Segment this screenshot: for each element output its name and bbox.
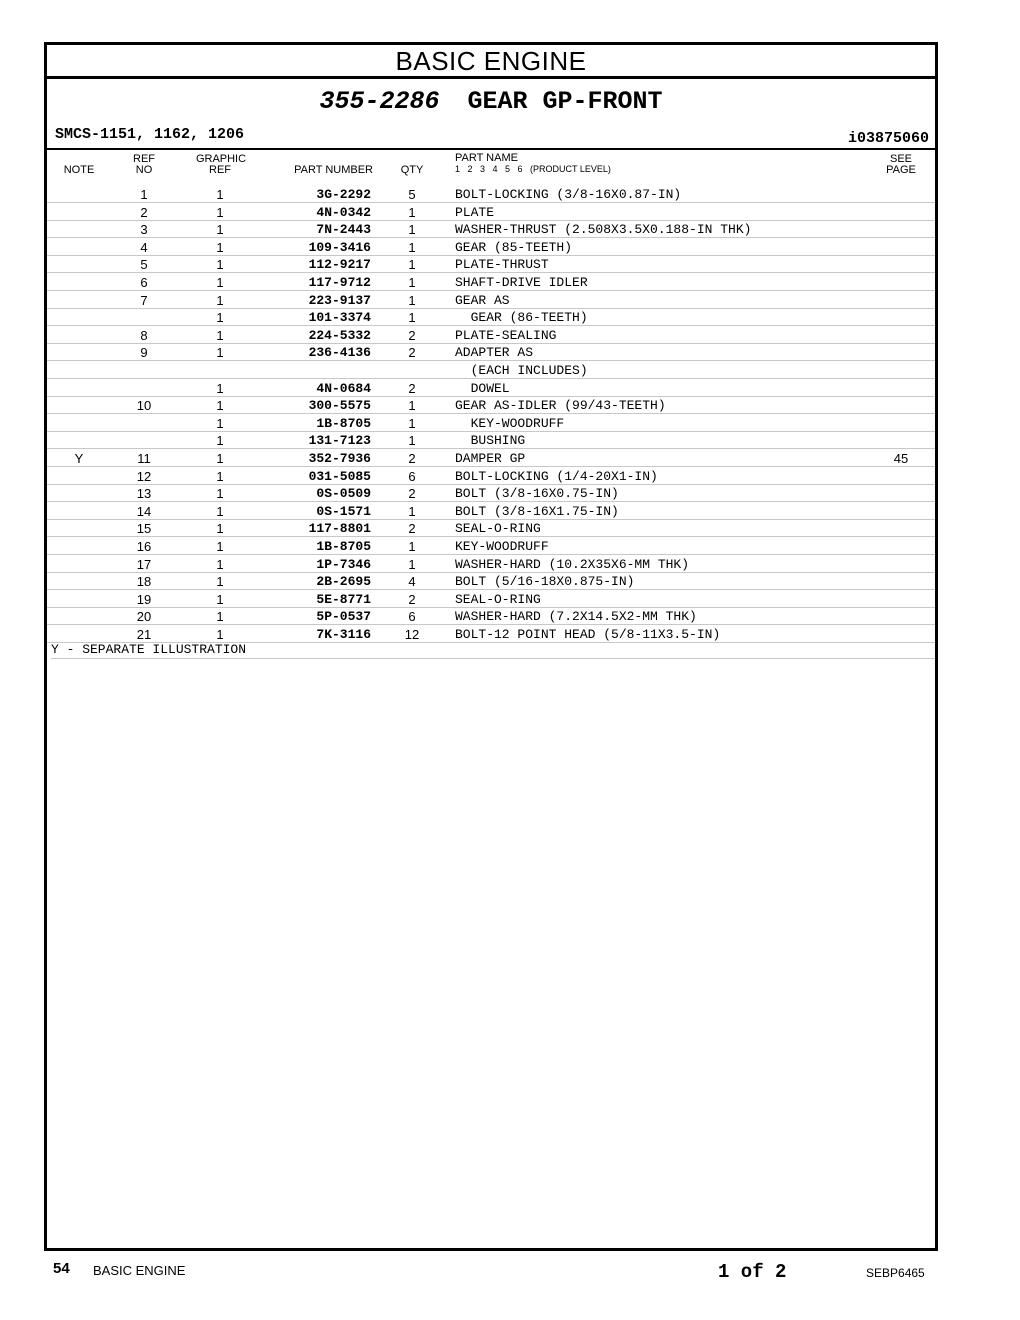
qty-cell: 2	[408, 486, 416, 502]
qty-cell: 2	[408, 451, 416, 466]
qty-cell: 1	[408, 239, 416, 255]
part-number-cell: 4N-0684	[316, 380, 371, 396]
table-row	[47, 361, 935, 379]
part-name-cell: BOLT (5/16-18X0.875-IN)	[455, 574, 635, 590]
table-row	[47, 343, 935, 361]
table-row	[47, 572, 935, 590]
graphic-ref-cell: 1	[216, 275, 224, 290]
ref-no-cell: 17	[136, 556, 152, 572]
table-row	[47, 590, 935, 608]
qty-cell: 1	[408, 433, 416, 449]
graphic-ref-cell: 1	[216, 327, 224, 343]
part-name-cell: SEAL-O-RING	[455, 521, 541, 537]
part-name-cell: BOLT-LOCKING (3/8-16X0.87-IN)	[455, 187, 682, 202]
ref-no-cell: 1	[140, 187, 148, 202]
ref-no-cell: 12	[136, 468, 152, 484]
part-number-cell: 223-9137	[308, 292, 371, 308]
ref-no-cell: 10	[136, 398, 152, 414]
footnote: Y - SEPARATE ILLUSTRATION	[51, 641, 935, 659]
header-see-bottom: PAGE	[886, 164, 916, 176]
graphic-ref-cell: 1	[216, 591, 224, 607]
qty-cell: 6	[408, 609, 416, 625]
note-cell: Y	[74, 451, 84, 466]
section-title: BASIC ENGINE	[47, 45, 935, 79]
group-number: 355-2286	[319, 87, 440, 116]
header-graphic-bottom: REF	[209, 164, 231, 176]
ref-no-cell: 3	[140, 222, 148, 238]
ref-no-cell: 7	[140, 292, 148, 308]
part-name-cell: WASHER-HARD (10.2X35X6-MM THK)	[455, 556, 690, 572]
table-row	[47, 220, 935, 238]
graphic-ref-cell: 1	[216, 398, 224, 414]
part-number-cell: 2B-2695	[316, 574, 371, 590]
header-part-name: PART NAME	[455, 152, 518, 164]
qty-cell: 5	[408, 187, 416, 202]
graphic-ref-cell: 1	[216, 380, 224, 396]
table-row	[47, 414, 935, 432]
part-name-cell: BOLT-LOCKING (1/4-20X1-IN)	[455, 468, 658, 484]
ref-no-cell: 11	[137, 451, 151, 466]
illustration-id: i03875060	[847, 130, 929, 147]
part-number-cell: 112-9217	[308, 257, 371, 273]
header-part-number: PART NUMBER	[294, 164, 373, 176]
graphic-ref-cell: 1	[216, 187, 224, 202]
table-row	[47, 537, 935, 555]
header-ref-bottom: NO	[135, 164, 153, 176]
ref-no-cell: 4	[140, 239, 148, 255]
table-row	[47, 519, 935, 537]
ref-no-cell: 20	[136, 609, 152, 625]
table-row	[47, 291, 935, 309]
table-row	[47, 467, 935, 485]
part-name-cell: GEAR (86-TEETH)	[455, 310, 588, 326]
table-row	[47, 308, 935, 326]
part-name-cell: SEAL-O-RING	[455, 591, 541, 607]
part-name-cell: BUSHING	[455, 433, 526, 449]
part-name-cell: GEAR (85-TEETH)	[455, 239, 573, 255]
part-name-cell: DAMPER GP	[455, 451, 526, 466]
table-row	[47, 273, 935, 291]
table-row	[47, 203, 935, 221]
ref-no-cell: 16	[136, 539, 152, 554]
graphic-ref-cell: 1	[216, 204, 224, 220]
part-number-cell: 131-7123	[308, 433, 371, 449]
part-name-cell: PLATE-SEALING	[455, 327, 557, 343]
part-name-cell: GEAR AS	[455, 292, 510, 308]
graphic-ref-cell: 1	[216, 310, 224, 326]
graphic-ref-cell: 1	[216, 257, 224, 273]
qty-cell: 2	[408, 345, 416, 361]
qty-cell: 1	[408, 292, 416, 308]
graphic-ref-cell: 1	[216, 609, 224, 625]
part-number-cell: 1B-8705	[316, 415, 371, 431]
part-name-cell: WASHER-HARD (7.2X14.5X2-MM THK)	[455, 609, 697, 625]
part-name-cell: BOLT (3/8-16X0.75-IN)	[455, 486, 619, 502]
footer-page-number: 54	[53, 1260, 70, 1277]
table-row	[47, 396, 935, 414]
ref-no-cell: 14	[136, 503, 152, 519]
table-row	[47, 379, 935, 397]
header-qty: QTY	[400, 164, 424, 176]
page-frame	[44, 42, 938, 1251]
part-number-cell: 117-9712	[308, 275, 371, 290]
part-number-cell: 7K-3116	[316, 627, 371, 642]
graphic-ref-cell: 1	[216, 292, 224, 308]
footer-sheet: 1 of 2	[718, 1261, 787, 1283]
table-row	[47, 555, 935, 573]
part-number-cell: 117-8801	[308, 521, 371, 537]
qty-cell: 1	[408, 539, 416, 554]
header-note: NOTE	[63, 164, 95, 176]
header-rule	[47, 148, 935, 150]
part-number-cell: 0S-1571	[316, 503, 371, 519]
group-title	[47, 87, 935, 116]
part-number-cell: 300-5575	[308, 398, 371, 414]
table-row	[47, 607, 935, 625]
graphic-ref-cell: 1	[216, 503, 224, 519]
part-number-cell: 236-4136	[308, 345, 371, 361]
graphic-ref-cell: 1	[216, 239, 224, 255]
table-row	[47, 484, 935, 502]
part-number-cell: 1B-8705	[316, 539, 371, 554]
part-name-cell: BOLT-12 POINT HEAD (5/8-11X3.5-IN)	[455, 627, 721, 642]
part-number-cell: 0S-0509	[316, 486, 371, 502]
part-name-cell: BOLT (3/8-16X1.75-IN)	[455, 503, 619, 519]
part-name-cell: PLATE-THRUST	[455, 257, 549, 273]
header-product-level: 1 2 3 4 5 6 (PRODUCT LEVEL)	[455, 164, 611, 174]
graphic-ref-cell: 1	[216, 345, 224, 361]
qty-cell: 12	[404, 627, 420, 642]
qty-cell: 1	[408, 204, 416, 220]
smcs-codes: SMCS-1151, 1162, 1206	[55, 126, 245, 143]
qty-cell: 1	[408, 257, 416, 273]
part-name-cell: DOWEL	[455, 380, 510, 396]
graphic-ref-cell: 1	[216, 415, 224, 431]
part-number-cell: 352-7936	[308, 451, 371, 466]
part-name-cell: (EACH INCLUDES)	[455, 363, 588, 378]
qty-cell: 4	[408, 574, 416, 590]
see-page-cell: 45	[893, 451, 909, 466]
graphic-ref-cell: 1	[216, 539, 224, 554]
part-number-cell: 3G-2292	[316, 187, 371, 202]
part-name-cell: SHAFT-DRIVE IDLER	[455, 275, 588, 290]
qty-cell: 1	[408, 310, 416, 326]
ref-no-cell: 2	[140, 204, 148, 220]
graphic-ref-cell: 1	[216, 556, 224, 572]
ref-no-cell: 6	[140, 275, 148, 290]
part-number-cell: 5E-8771	[316, 591, 371, 607]
qty-cell: 1	[408, 503, 416, 519]
part-number-cell: 224-5332	[308, 327, 371, 343]
part-number-cell: 1P-7346	[316, 556, 371, 572]
qty-cell: 6	[408, 468, 416, 484]
graphic-ref-cell: 1	[216, 574, 224, 590]
part-name-cell: WASHER-THRUST (2.508X3.5X0.188-IN THK)	[455, 222, 752, 238]
header-graphic-top: GRAPHIC	[195, 153, 247, 165]
graphic-ref-cell: 1	[216, 433, 224, 449]
ref-no-cell: 8	[140, 327, 148, 343]
qty-cell: 1	[408, 415, 416, 431]
graphic-ref-cell: 1	[216, 468, 224, 484]
table-row	[47, 326, 935, 344]
part-name-cell: KEY-WOODRUFF	[455, 539, 549, 554]
footer-section: BASIC ENGINE	[93, 1263, 186, 1278]
part-number-cell: 4N-0342	[316, 204, 371, 220]
group-name: GEAR GP-FRONT	[467, 87, 663, 116]
part-number-cell: 5P-0537	[316, 609, 371, 625]
qty-cell: 1	[408, 275, 416, 290]
qty-cell: 2	[408, 380, 416, 396]
qty-cell: 1	[408, 398, 416, 414]
part-name-cell: KEY-WOODRUFF	[455, 415, 565, 431]
part-number-cell: 7N-2443	[316, 222, 371, 238]
graphic-ref-cell: 1	[216, 451, 224, 466]
qty-cell: 1	[408, 222, 416, 238]
header-ref-top: REF	[133, 153, 155, 165]
part-name-cell: ADAPTER AS	[455, 345, 534, 361]
part-number-cell: 109-3416	[308, 239, 371, 255]
ref-no-cell: 19	[136, 591, 152, 607]
footer-publication: SEBP6465	[866, 1266, 925, 1280]
graphic-ref-cell: 1	[216, 627, 224, 642]
ref-no-cell: 15	[136, 521, 152, 537]
part-number-cell: 101-3374	[308, 310, 371, 326]
table-row	[47, 502, 935, 520]
qty-cell: 2	[408, 327, 416, 343]
qty-cell: 1	[408, 556, 416, 572]
part-number-cell: 031-5085	[308, 468, 371, 484]
part-name-cell: GEAR AS-IDLER (99/43-TEETH)	[455, 398, 666, 414]
qty-cell: 2	[408, 591, 416, 607]
table-row	[47, 449, 935, 467]
ref-no-cell: 21	[136, 627, 152, 642]
graphic-ref-cell: 1	[216, 486, 224, 502]
table-row	[47, 431, 935, 449]
ref-no-cell: 9	[140, 345, 148, 361]
ref-no-cell: 5	[140, 257, 148, 273]
table-row	[47, 255, 935, 273]
ref-no-cell: 13	[136, 486, 152, 502]
table-row	[47, 185, 935, 203]
ref-no-cell: 18	[136, 574, 152, 590]
header-see-top: SEE	[889, 153, 912, 165]
graphic-ref-cell: 1	[216, 222, 224, 238]
qty-cell: 2	[408, 521, 416, 537]
table-row	[47, 238, 935, 256]
part-name-cell: PLATE	[455, 204, 495, 220]
graphic-ref-cell: 1	[216, 521, 224, 537]
